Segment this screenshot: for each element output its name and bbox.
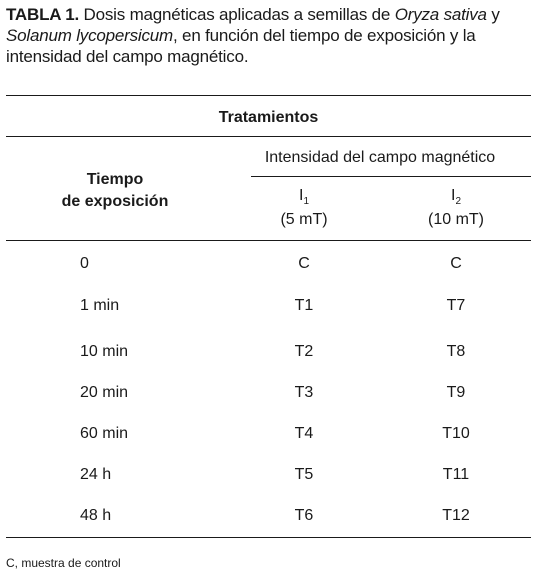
cell-time: 0 — [80, 255, 89, 272]
caption-label: TABLA 1. — [6, 5, 80, 24]
cell-i1: T6 — [294, 507, 314, 524]
cell-i2: T8 — [446, 343, 466, 360]
cell-time: 60 min — [80, 425, 129, 442]
cell-time: 1 min — [80, 297, 120, 314]
cell-i2: T10 — [442, 425, 470, 442]
cell-i1: T1 — [294, 297, 314, 314]
table-caption — [6, 4, 531, 67]
cell-time: 48 h — [80, 507, 112, 524]
cell-i2: T11 — [442, 466, 470, 483]
intensity-rule — [251, 176, 531, 177]
column-header-i1-symbol: $I_1$ — [298, 187, 309, 207]
column-header-i2-symbol: $I_2$ — [450, 187, 461, 207]
caption-text: Dosis magnéticas aplicadas a semillas de — [79, 5, 395, 24]
cell-i1: C — [298, 255, 310, 272]
caption-text: y — [486, 5, 500, 24]
cell-i2: C — [450, 255, 462, 272]
cell-i1: T5 — [294, 466, 314, 483]
table-bottom-rule — [6, 537, 531, 538]
species-name-2: Solanum lycopersicum — [6, 26, 174, 45]
group-title-rule — [6, 136, 531, 137]
cell-time: 24 h — [80, 466, 112, 483]
column-header-i1-value: (5 mT) — [280, 211, 328, 228]
cell-i2: T9 — [446, 384, 466, 401]
group-title: Tratamientos — [218, 109, 319, 126]
cell-time: 10 min — [80, 343, 129, 360]
header-bottom-rule — [6, 240, 531, 241]
row-header-line1: Tiempo — [86, 171, 144, 188]
cell-i1: T2 — [294, 343, 314, 360]
table-top-rule — [6, 95, 531, 96]
footnote: C, muestra de control — [6, 556, 121, 570]
row-header-line2: de exposición — [61, 193, 169, 210]
caption-text: , en función del tiempo de exposición y la intensidad del campo magnético. — [6, 26, 476, 66]
cell-i2: T12 — [442, 507, 470, 524]
cell-time: 20 min — [80, 384, 129, 401]
intensity-title: Intensidad del campo magnético — [264, 149, 496, 166]
cell-i2: T7 — [446, 297, 466, 314]
species-name-1: Oryza sativa — [394, 5, 487, 24]
cell-i1: T3 — [294, 384, 314, 401]
column-header-i2-value: (10 mT) — [428, 211, 484, 228]
cell-i1: T4 — [294, 425, 314, 442]
